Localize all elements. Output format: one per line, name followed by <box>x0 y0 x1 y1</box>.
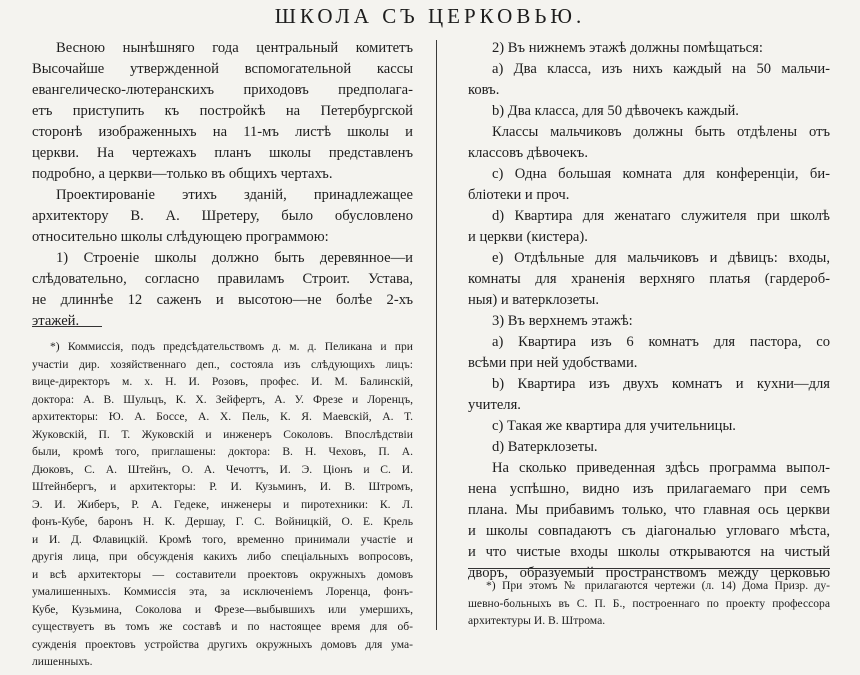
footnote-line: *) При этомъ № прилагаются чертежи (л. 14) Дома Призр. ду- <box>486 579 830 592</box>
footnote-line: Кубе, Кузьмина, Соколова и Фрезе—выбывшихъ или умершихъ, <box>32 602 413 616</box>
text-line: b) Квартира изъ двухъ комнатъ и кухни—для <box>492 376 830 392</box>
text-line: На сколько приведенная здѣсь программа выпол- <box>492 460 830 476</box>
text-line: c) Одна большая комната для конференціи, би- <box>492 166 830 182</box>
footnote-line: умалишенныхъ. Коммиссія эта, за исключеніемъ Лоренца, фонъ- <box>32 585 413 598</box>
text-line: комнаты для храненія верхняго платья (гардероб- <box>468 271 830 287</box>
right-column <box>468 38 830 584</box>
footnote-line: лишенныхъ. <box>32 655 93 668</box>
footnote-line: другія лица, при обсужденія какихъ либо спеціальныхъ вопросовъ, <box>32 550 413 563</box>
text-line: 2) Въ нижнемъ этажѣ должны помѣщаться: <box>492 40 763 56</box>
footnote-line: Э. И. Жиберъ, Р. А. Гедеке, инженеры и пиротехники: К. Л. <box>32 497 413 511</box>
page-title: ШКОЛА СЪ ЦЕРКОВЬЮ. <box>274 4 586 28</box>
text-line: евангелическо-лютеранскихъ приходовъ предполага- <box>32 82 413 98</box>
text-line: Классы мальчиковъ должны быть отдѣлены отъ <box>492 124 830 140</box>
text-line: ковъ. <box>468 82 500 98</box>
footnote-line: доктора: А. В. Шульцъ, К. Х. Зейфертъ, А. У. Фрезе и Лоренцъ, <box>32 392 413 406</box>
text-line: и церкви (кистера). <box>468 229 588 245</box>
text-line: Весною нынѣшняго года центральный комитетъ <box>56 40 413 56</box>
text-line: дворъ, образуемый пространствомъ между церковью <box>468 565 830 581</box>
text-line: и что чистые входы школы открываются на чистый <box>468 544 830 560</box>
footnote-line: Дюковъ, С. А. Штейнъ, О. А. Чечоттъ, И. Э. Ціонъ и С. И. <box>32 462 413 476</box>
footnote-line: были, кромѣ того, приглашены: доктора: В. Н. Чеховъ, П. А. <box>32 445 413 458</box>
text-line: учителя. <box>468 397 521 413</box>
text-line: церкви. На чертежахъ планъ школы представленъ <box>32 145 413 161</box>
footnote-line: и всѣ архитекторы — составители проектовъ окружныхъ домовъ <box>32 567 413 581</box>
text-line: d) Квартира для женатаго служителя при школѣ <box>492 208 830 224</box>
footnote-left <box>32 338 413 671</box>
text-line: e) Отдѣльные для мальчиковъ и дѣвицъ: входы, <box>492 250 830 266</box>
text-line: b) Два класса, для 50 дѣвочекъ каждый. <box>492 103 739 119</box>
footnote-right <box>468 577 830 630</box>
text-line: бліотеки и проч. <box>468 187 570 203</box>
left-column <box>32 38 413 332</box>
footnote-divider <box>468 568 830 569</box>
text-line: классовъ дѣвочекъ. <box>468 145 588 161</box>
text-line: a) Два класса, изъ нихъ каждый на 50 мальчи- <box>492 61 830 77</box>
footnote-line: участіи дир. хозяйственнаго деп., состояла изъ слѣдующихъ лицъ: <box>32 357 413 371</box>
text-line: Проектированіе этихъ зданій, принадлежащее <box>56 187 413 203</box>
footnote-line: архитекторы: Ю. А. Боссе, А. Х. Пель, К. Я. Маевскій, А. Т. <box>32 410 413 423</box>
text-line: подробно, а церкви—только въ общихъ чертахъ. <box>32 166 333 182</box>
text-line: Высочайше утвержденной вспомогательной кассы <box>32 61 413 77</box>
footnote-line: вице-директоръ м. х. Н. И. Розовъ, профес. И. М. Балинскій, <box>32 375 413 388</box>
footnote-line: существуетъ въ томъ же составѣ и по настоящее время для об- <box>32 620 413 633</box>
text-line: архитектору В. А. Шретеру, было обусловлено <box>32 208 413 224</box>
text-line: 1) Строеніе школы должно быть деревянное—и <box>56 250 413 266</box>
text-line: c) Такая же квартира для учительницы. <box>492 418 736 434</box>
text-line: a) Квартира изъ 6 комнатъ для пастора, со <box>492 334 830 350</box>
text-line: нена успѣшно, видно изъ прилагаемаго при семъ <box>468 481 830 497</box>
text-line: относительно школы слѣдующею программою: <box>32 229 329 245</box>
text-line: ныя) и ватерклозеты. <box>468 292 599 308</box>
text-line: всѣми при ней удобствами. <box>468 355 638 371</box>
text-line: 3) Въ верхнемъ этажѣ: <box>492 313 633 329</box>
text-line: плана. Мы прибавимъ только, что главная ось церкви <box>468 502 830 518</box>
footnote-line: сужденія проектовъ устройства другихъ окружныхъ домовъ для ума- <box>32 637 413 651</box>
text-line: и школы совпадаютъ съ діагональю угловаго мѣста, <box>468 523 830 539</box>
footnote-line: и И. Д. Флавицкій. Кромѣ того, временно принимали участіе и <box>32 532 413 546</box>
footnote-line: архитектуры И. В. Штрома. <box>468 614 606 627</box>
text-line: сторонѣ изображенныхъ на 11-мъ листѣ школы и <box>32 124 413 140</box>
text-line: d) Ватерклозеты. <box>492 439 598 455</box>
text-line: етъ приступить къ постройкѣ на Петербургской <box>32 103 413 119</box>
text-line: этажей. <box>32 313 80 329</box>
footnote-line: Жуковскій, П. Т. Жуковскій и инженеръ Соколовъ. Впослѣдствіи <box>32 427 413 441</box>
footnote-line: *) Коммиссія, подъ предсѣдательствомъ д. м. д. Пеликана и при <box>50 340 413 353</box>
footnote-line: Штейнбергъ, и архитекторы: Р. И. Кузьминъ, И. В. Штромъ, <box>32 480 413 493</box>
text-line: не длиннѣе 12 саженъ и высотою—не болѣе 2-хъ <box>32 292 413 308</box>
footnote-line: фонъ-Кубе, баронъ Н. К. Дершау, Г. С. Войницкій, О. Е. Крель <box>32 515 413 528</box>
footnote-divider <box>32 326 102 327</box>
text-line: слѣдовательно, согласно правиламъ Строит. Устава, <box>32 271 413 287</box>
column-divider <box>436 40 437 630</box>
footnote-line: шевно-больныхъ въ С. П. Б., построеннаго по проекту профессора <box>468 596 830 610</box>
